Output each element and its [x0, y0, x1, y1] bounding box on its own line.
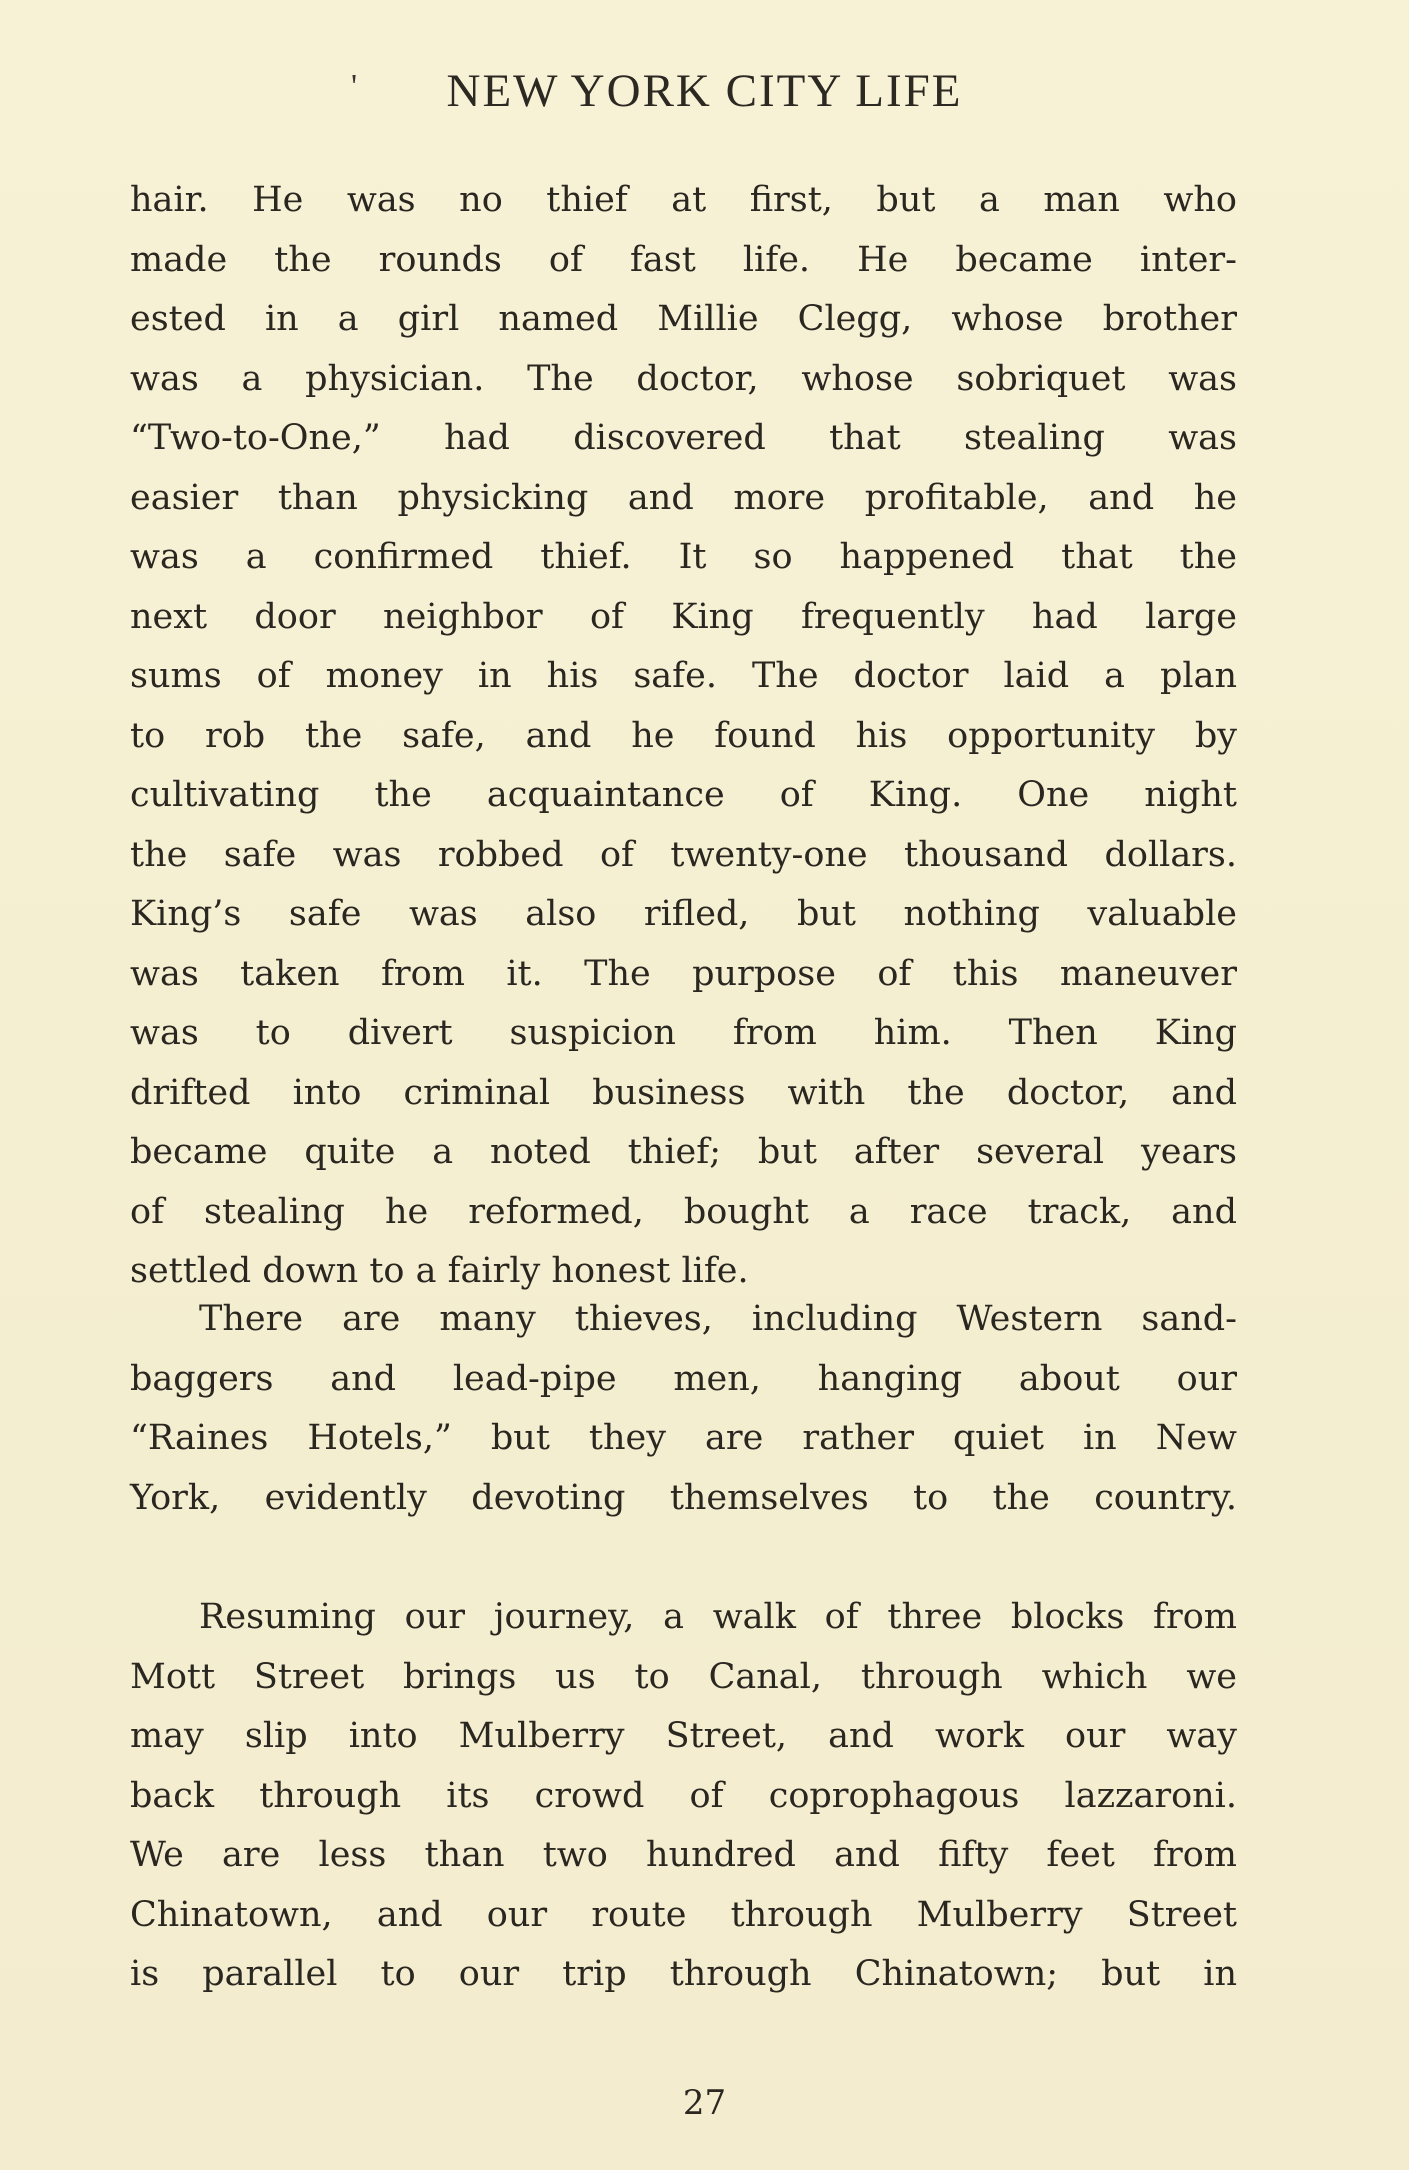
text-line: made the rounds of fast life. He became inter- — [130, 239, 1237, 280]
printer-mark: ' — [351, 68, 358, 105]
text-line: may slip into Mulberry Street, and work our way — [130, 1716, 1237, 1756]
text-line: back through its crowd of coprophagous lazzaroni. — [130, 1775, 1237, 1816]
text-line: was to divert suspicion from him. Then King — [130, 1013, 1237, 1053]
text-line: King’s safe was also rifled, but nothing valuable — [130, 894, 1237, 934]
paragraph — [130, 1588, 1237, 2005]
text-line: became quite a noted thief; but after several years — [130, 1132, 1237, 1172]
text-line: hair. He was no thief at first, but a man who — [130, 180, 1237, 220]
text-line: was a confirmed thief. It so happened that the — [130, 537, 1237, 577]
text-line: baggers and lead-pipe men, hanging about our — [130, 1358, 1237, 1399]
text-line: next door neighbor of King frequently had large — [130, 596, 1237, 637]
text-line: Chinatown, and our route through Mulberry Street — [130, 1894, 1237, 1935]
text-line: “Two-to-One,” had discovered that stealing was — [130, 418, 1237, 458]
running-head: NEW YORK CITY LIFE — [446, 65, 963, 117]
text-line: is parallel to our trip through Chinatown; but in — [130, 1954, 1237, 1994]
text-line: We are less than two hundred and fifty feet from — [130, 1835, 1237, 1875]
text-line: ested in a girl named Millie Clegg, whose brother — [130, 299, 1237, 339]
text-line: was taken from it. The purpose of this maneuver — [130, 953, 1237, 994]
text-line: sums of money in his safe. The doctor laid a plan — [130, 656, 1237, 696]
text-line: There are many thieves, including Western sand- — [199, 1299, 1237, 1339]
text-line: to rob the safe, and he found his opportunity by — [130, 715, 1237, 756]
text-line: Resuming our journey, a walk of three blocks from — [199, 1597, 1237, 1637]
paragraph — [130, 1290, 1237, 1528]
text-line: was a physician. The doctor, whose sobriquet was — [130, 358, 1237, 399]
text-line: Mott Street brings us to Canal, through which we — [130, 1656, 1237, 1697]
text-line: “Raines Hotels,” but they are rather quiet in New — [130, 1418, 1237, 1458]
page-number: 27 — [682, 2083, 727, 2123]
paragraph — [130, 171, 1237, 1302]
text-line: cultivating the acquaintance of King. One night — [130, 775, 1237, 815]
text-line: of stealing he reformed, bought a race track, and — [130, 1191, 1237, 1232]
text-line: York, evidently devoting themselves to the country. — [130, 1477, 1237, 1518]
text-line: easier than physicking and more profitable, and he — [130, 477, 1237, 518]
text-line: settled down to a fairly honest life. — [130, 1251, 749, 1291]
text-line: the safe was robbed of twenty-one thousand dollars. — [130, 834, 1237, 875]
text-line: drifted into criminal business with the doctor, and — [130, 1072, 1237, 1113]
